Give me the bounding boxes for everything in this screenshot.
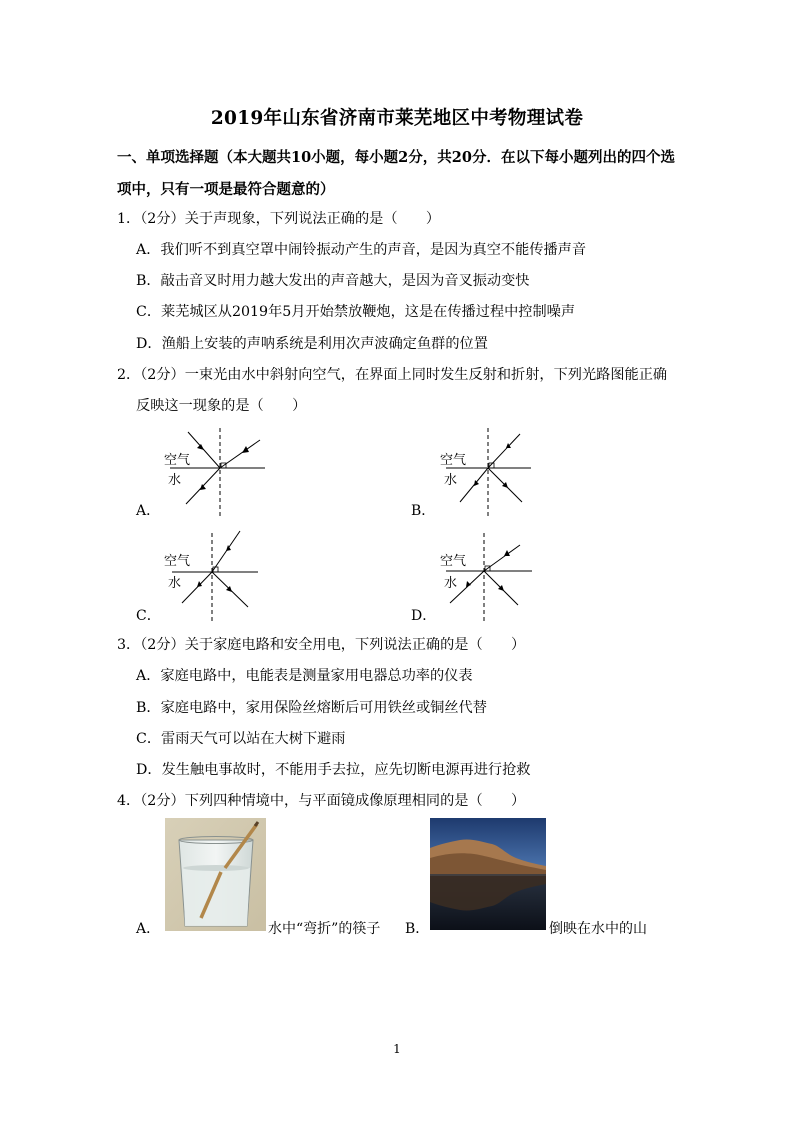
question-2-diagram-d <box>436 525 546 625</box>
page-title: 2019年山东省济南市莱芜地区中考物理试卷 <box>210 108 584 129</box>
question-2-diagram-c <box>160 525 270 625</box>
question-2-option-d-label: D． <box>411 608 437 624</box>
question-3-option-b: B．家庭电路中，家用保险丝熔断后可用铁丝或铜丝代替 <box>136 700 487 716</box>
page-number: 1 <box>393 1042 401 1056</box>
question-3-option-d: D．发生触电事故时，不能用手去拉，应先切断电源再进行抢救 <box>136 762 531 778</box>
question-4-option-b-label: B． <box>405 921 430 937</box>
question-4-option-a-caption: 水中“弯折”的筷子 <box>268 921 381 937</box>
water-label: 水 <box>168 473 182 488</box>
water-label: 水 <box>444 576 458 591</box>
air-label: 空气 <box>164 554 191 569</box>
question-2-diagram-b <box>436 420 546 520</box>
question-2-diagram-a <box>160 420 270 520</box>
question-1-option-b: B．敲击音叉时用力越大发出的声音越大，是因为音叉振动变快 <box>136 273 530 289</box>
water-label: 水 <box>444 473 458 488</box>
question-3-option-a: A．家庭电路中，电能表是测量家用电器总功率的仪表 <box>136 668 473 684</box>
section-heading-line-2: 项中，只有一项是最符合题意的） <box>117 181 335 198</box>
question-1-option-d: D．渔船上安装的声呐系统是利用次声波确定鱼群的位置 <box>136 336 488 352</box>
question-4-option-b-caption: 倒映在水中的山 <box>549 921 647 937</box>
question-2-option-c-label: C． <box>136 608 161 624</box>
question-3-option-c: C．雷雨天气可以站在大树下避雨 <box>136 731 346 747</box>
section-heading-line-1: 一、单项选择题（本大题共10小题，每小题2分，共20分．在以下每小题列出的四个选 <box>117 149 675 166</box>
water-label: 水 <box>168 576 182 591</box>
question-4-stem: 4．（2分）下列四种情境中，与平面镜成像原理相同的是（ ） <box>117 793 526 809</box>
question-4-option-a-label: A． <box>136 921 161 937</box>
air-label: 空气 <box>440 554 467 569</box>
question-2-stem-line-2: 反映这一现象的是（ ） <box>136 398 307 414</box>
mountain-reflection-photo <box>430 818 546 930</box>
question-1-option-a: A．我们听不到真空罩中闹铃振动产生的声音，是因为真空不能传播声音 <box>136 242 587 258</box>
air-label: 空气 <box>164 453 191 468</box>
question-2-option-b-label: B． <box>411 503 436 519</box>
question-3-stem: 3．（2分）关于家庭电路和安全用电，下列说法正确的是（ ） <box>117 637 526 653</box>
question-1-stem: 1．（2分）关于声现象，下列说法正确的是（ ） <box>117 211 441 227</box>
question-1-option-c: C．莱芜城区从2019年5月开始禁放鞭炮，这是在传播过程中控制噪声 <box>136 304 576 320</box>
chopsticks-in-water-photo <box>165 818 266 931</box>
question-2-stem-line-1: 2．（2分）一束光由水中斜射向空气，在界面上同时发生反射和折射，下列光路图能正确 <box>117 367 668 383</box>
air-label: 空气 <box>440 453 467 468</box>
question-2-option-a-label: A． <box>136 503 161 519</box>
